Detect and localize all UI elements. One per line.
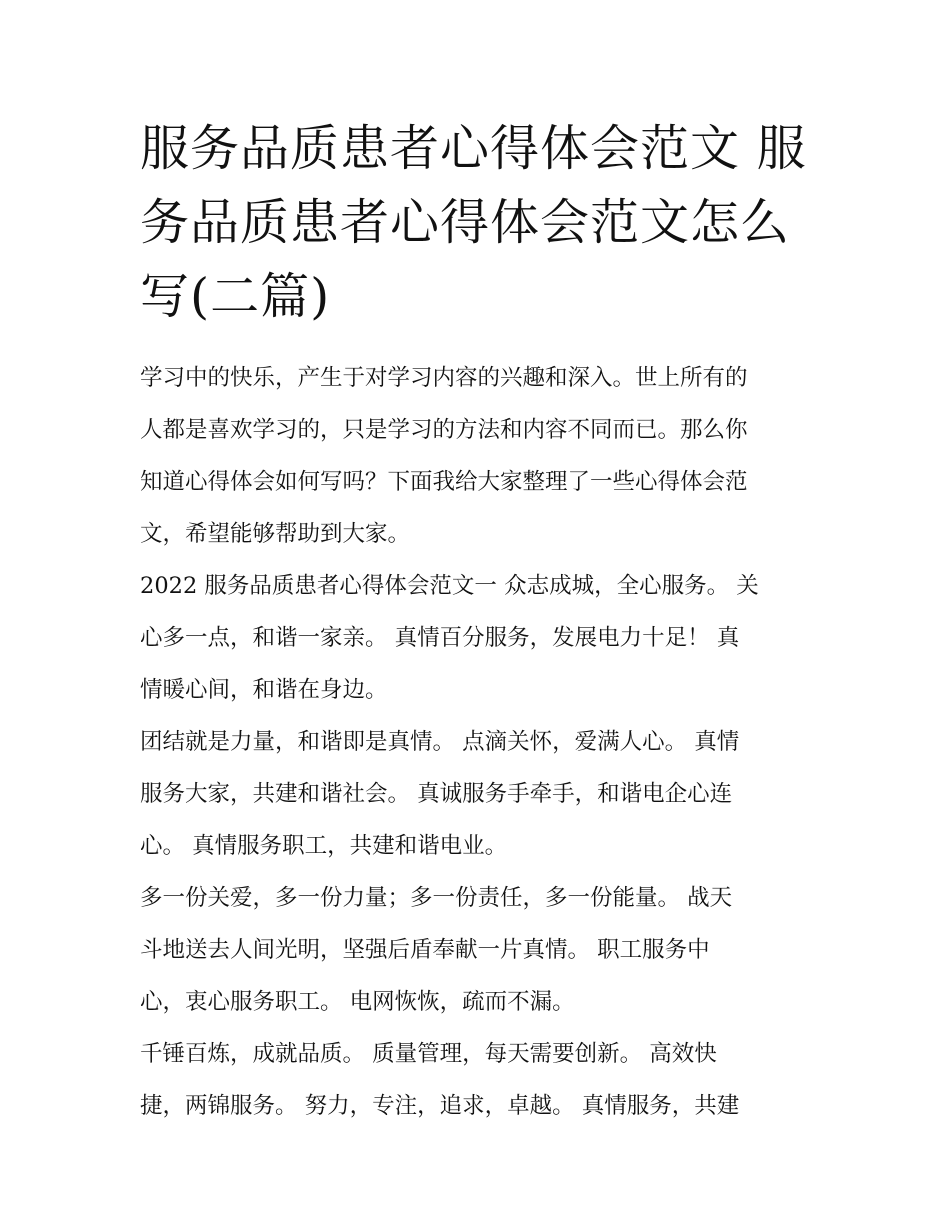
text-line: 斗地送去人间光明，坚强后盾奉献一片真情。 职工服务中 (140, 937, 710, 963)
document-body (140, 352, 820, 1132)
text-line: 心多一点，和谐一家亲。 真情百分服务，发展电力十足！ 真 (140, 625, 740, 651)
document-title (140, 112, 820, 334)
paragraph-essay-one (140, 560, 820, 716)
title-line: 写(二篇) (140, 268, 331, 325)
text-line: 知道心得体会如何写吗？下面我给大家整理了一些心得体会范 (140, 469, 748, 495)
paragraph-care (140, 872, 820, 1028)
text-line: 团结就是力量，和谐即是真情。 点滴关怀，爱满人心。 真情 (140, 729, 740, 755)
title-line: 务品质患者心得体会范文怎么 (140, 194, 791, 251)
text-line: 人都是喜欢学习的，只是学习的方法和内容不同而已。那么你 (140, 417, 748, 443)
text-line: 捷，两锦服务。 努力，专注，追求，卓越。 真情服务，共建 (140, 1093, 740, 1119)
text-line: 2022 服务品质患者心得体会范文一 众志成城，全心服务。 关 (140, 573, 759, 599)
text-line: 多一份关爱，多一份力量；多一份责任，多一份能量。 战天 (140, 885, 733, 911)
text-line: 心。 真情服务职工，共建和谐电业。 (140, 833, 508, 859)
text-line: 心，衷心服务职工。 电网恢恢，疏而不漏。 (140, 989, 575, 1015)
text-line: 千锤百炼，成就品质。 质量管理，每天需要创新。 高效快 (140, 1041, 717, 1067)
text-line: 服务大家，共建和谐社会。 真诚服务手牵手，和谐电企心连 (140, 781, 733, 807)
paragraph-intro (140, 352, 820, 560)
title-line: 服务品质患者心得体会范文 服 (140, 120, 807, 177)
text-line: 学习中的快乐，产生于对学习内容的兴趣和深入。世上所有的 (140, 365, 748, 391)
text-line: 文，希望能够帮助到大家。 (140, 521, 411, 547)
paragraph-unity (140, 716, 820, 872)
paragraph-quality (140, 1028, 820, 1132)
text-line: 情暖心间，和谐在身边。 (140, 677, 388, 703)
